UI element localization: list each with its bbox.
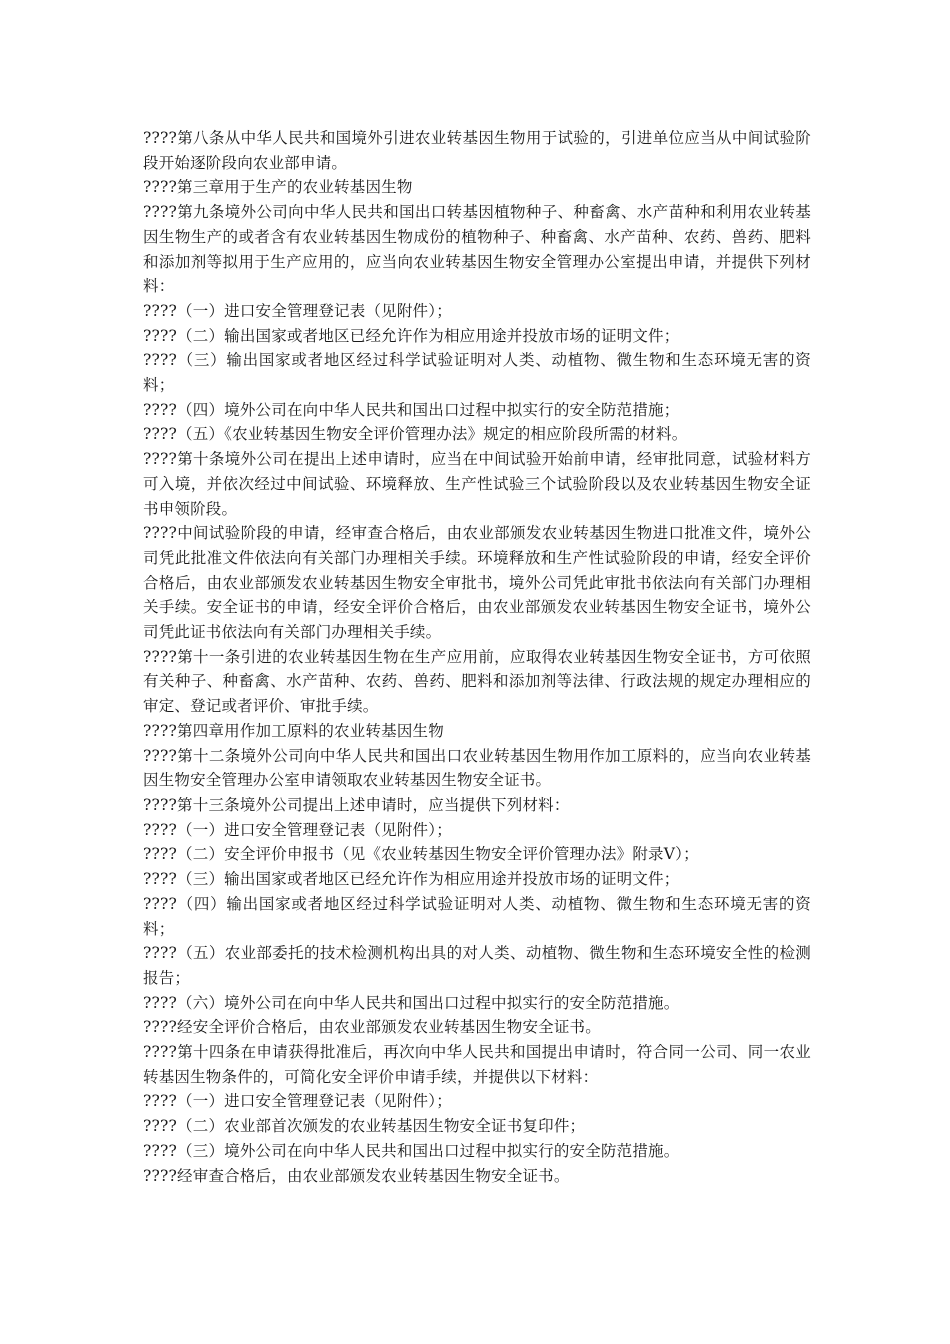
paragraph: ????第十三条境外公司提出上述申请时，应当提供下列材料：: [143, 795, 570, 814]
paragraph: ????第十条境外公司在提出上述申请时，应当在中间试验开始前申请，经审批同意，试验材料方可入境，并依次经过中间试验、环境释放、生产性试验三个试验阶段以及农业转基因生物安全证书申领阶段。: [143, 450, 811, 518]
paragraph: ????中间试验阶段的申请，经审查合格后，由农业部颁发农业转基因生物进口批准文件，境外公司凭此批准文件依法向有关部门办理相关手续。环境释放和生产性试验阶段的申请，经安全评价合格后，由农业部颁发农业转基因生物安全审批书，境外公司凭此审批书依法向有关部门办理相关手续。安全证书的申请，经安全评价合格后，由农业部颁发农业转基因生物安全证书，境外公司凭此证书依法向有关部门办理相关手续。: [143, 524, 811, 642]
paragraph: ????（二）输出国家或者地区已经允许作为相应用途并投放市场的证明文件；: [143, 326, 680, 345]
document-body: [143, 126, 811, 1188]
paragraph: ????（一）进口安全管理登记表（见附件）；: [143, 820, 452, 839]
paragraph: ????（二）安全评价申报书（见《农业转基因生物安全评价管理办法》附录Ⅴ）；: [143, 845, 699, 864]
paragraph: ????（五）农业部委托的技术检测机构出具的对人类、动植物、微生物和生态环境安全性的检测报告；: [143, 944, 811, 987]
paragraph: ????（三）输出国家或者地区经过科学试验证明对人类、动植物、微生物和生态环境无害的资料；: [143, 351, 811, 395]
paragraph: ????经安全评价合格后，由农业部颁发农业转基因生物安全证书。: [143, 1018, 601, 1037]
paragraph: ????第九条境外公司向中华人民共和国出口转基因植物种子、种畜禽、水产苗种和利用农业转基因生物生产的或者含有农业转基因生物成份的植物种子、种畜禽、水产苗种、农药、兽药、肥料和添加剂等拟用于生产应用的，应当向农业转基因生物安全管理办公室提出申请，并提供下列材料：: [143, 203, 811, 296]
paragraph: ????（三）输出国家或者地区已经允许作为相应用途并投放市场的证明文件；: [143, 870, 680, 889]
paragraph: ????（四）输出国家或者地区经过科学试验证明对人类、动植物、微生物和生态环境无害的资料；: [143, 894, 811, 938]
paragraph: ????（五）《农业转基因生物安全评价管理办法》规定的相应阶段所需的材料。: [143, 425, 688, 444]
paragraph: ????（二）农业部首次颁发的农业转基因生物安全证书复印件；: [143, 1117, 586, 1136]
paragraph: ????（一）进口安全管理登记表（见附件）；: [143, 301, 452, 320]
paragraph: ????第三章用于生产的农业转基因生物: [143, 178, 413, 197]
paragraph: ????第十四条在申请获得批准后，再次向中华人民共和国提出申请时，符合同一公司、同一农业转基因生物条件的，可简化安全评价申请手续，并提供以下材料：: [143, 1043, 811, 1086]
paragraph: ????（三）境外公司在向中华人民共和国出口过程中拟实行的安全防范措施。: [143, 1141, 680, 1160]
paragraph: ????第八条从中华人民共和国境外引进农业转基因生物用于试验的，引进单位应当从中间试验阶段开始逐阶段向农业部申请。: [143, 129, 811, 172]
paragraph: ????经审查合格后，由农业部颁发农业转基因生物安全证书。: [143, 1166, 570, 1185]
paragraph: ????（四）境外公司在向中华人民共和国出口过程中拟实行的安全防范措施；: [143, 400, 680, 419]
paragraph: ????第十一条引进的农业转基因生物在生产应用前，应取得农业转基因生物安全证书，方可依照有关种子、种畜禽、水产苗种、农药、兽药、肥料和添加剂等法律、行政法规的规定办理相应的审定、登记或者评价、审批手续。: [143, 647, 811, 716]
paragraph: ????（一）进口安全管理登记表（见附件）；: [143, 1092, 452, 1111]
paragraph: ????（六）境外公司在向中华人民共和国出口过程中拟实行的安全防范措施。: [143, 993, 680, 1012]
paragraph: ????第四章用作加工原料的农业转基因生物: [143, 721, 444, 740]
paragraph: ????第十二条境外公司向中华人民共和国出口农业转基因生物用作加工原料的，应当向农业转基因生物安全管理办公室申请领取农业转基因生物安全证书。: [143, 746, 811, 790]
